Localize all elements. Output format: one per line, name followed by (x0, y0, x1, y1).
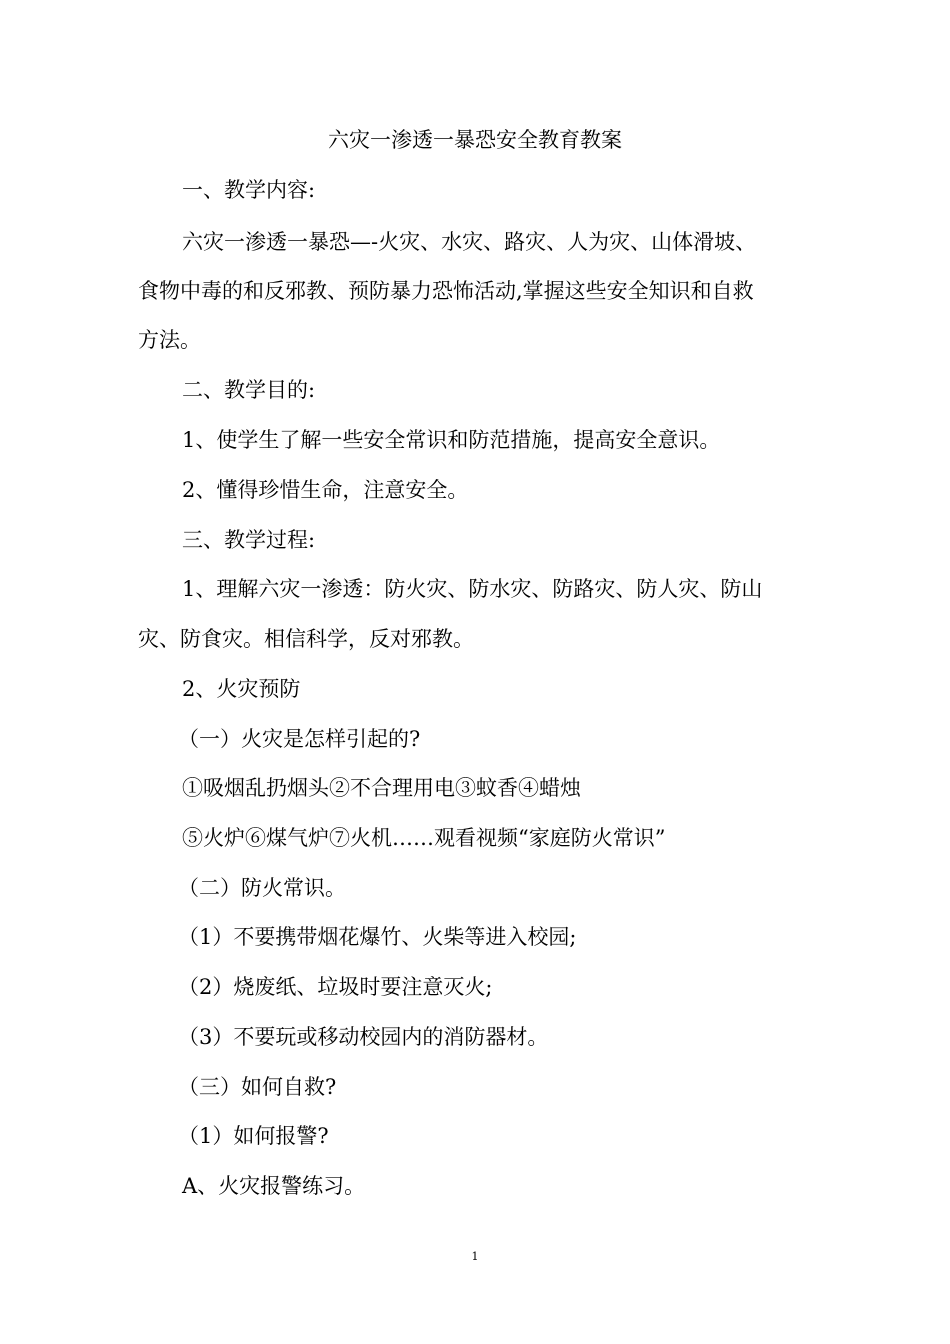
paragraph-line: （一）火灾是怎样引起的? (178, 727, 421, 751)
section-heading-goals: 二、教学目的: (182, 378, 316, 402)
section-heading-process: 三、教学过程: (182, 528, 316, 552)
paragraph-line: 食物中毒的和反邪教、预防暴力恐怖活动,掌握这些安全知识和自救 (138, 279, 754, 303)
paragraph-line: （1）如何报警? (178, 1124, 329, 1148)
paragraph-line: 2、懂得珍惜生命，注意安全。 (182, 478, 469, 502)
subheading-fire-prevention: 2、火灾预防 (182, 677, 301, 701)
page-number: 1 (471, 1250, 479, 1263)
paragraph-line: 六灾一渗透一暴恐—-火灾、水灾、路灾、人为灾、山体滑坡、 (182, 230, 757, 254)
paragraph-line: （二）防火常识。 (178, 876, 346, 900)
paragraph-line: 方法。 (138, 328, 201, 352)
paragraph-line: 1、理解六灾一渗透：防火灾、防水灾、防路灾、防人灾、防山 (182, 577, 763, 601)
paragraph-line: 1、使学生了解一些安全常识和防范措施，提高安全意识。 (182, 428, 721, 452)
section-heading-content: 一、教学内容: (182, 178, 316, 202)
paragraph-line: 灾、防食灾。相信科学，反对邪教。 (138, 627, 474, 651)
paragraph-line: A、火灾报警练习。 (182, 1174, 366, 1198)
paragraph-line: （1）不要携带烟花爆竹、火柴等进入校园; (178, 925, 577, 949)
paragraph-line: ⑤火炉⑥煤气炉⑦火机……观看视频“家庭防火常识” (182, 826, 666, 850)
paragraph-line: ①吸烟乱扔烟头②不合理用电③蚊香④蜡烛 (182, 776, 581, 800)
paragraph-line: （2）烧废纸、垃圾时要注意灭火; (178, 975, 493, 999)
paragraph-line: （三）如何自救? (178, 1075, 337, 1099)
paragraph-line: （3）不要玩或移动校园内的消防器材。 (178, 1025, 549, 1049)
document-title: 六灾一渗透一暴恐安全教育教案 (328, 128, 622, 152)
